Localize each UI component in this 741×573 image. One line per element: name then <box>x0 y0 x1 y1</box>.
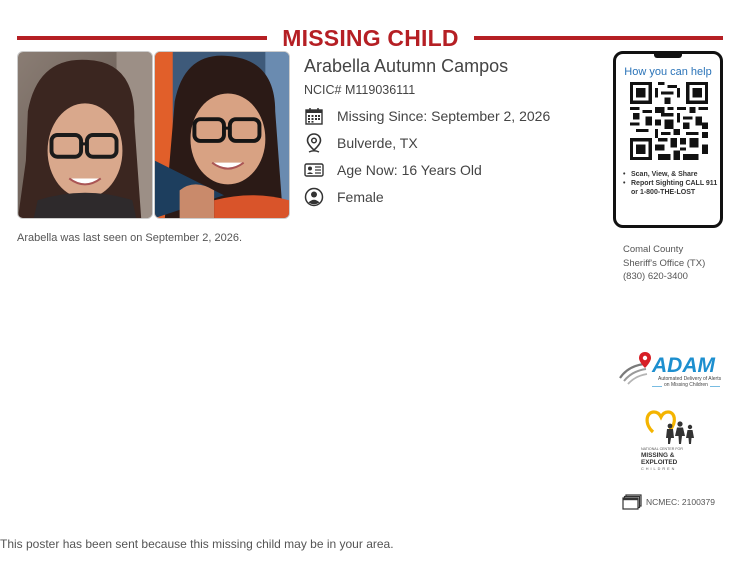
missing-since-row <box>304 106 550 126</box>
poster-footer-note: This poster has been sent because this missing child may be in your area. <box>0 537 394 551</box>
help-phone-card <box>613 51 723 228</box>
agency-contact <box>623 243 705 284</box>
svg-text:ADAM: ADAM <box>652 354 715 377</box>
location-text: Bulverde, TX <box>337 135 418 151</box>
id-card-icon <box>304 160 324 180</box>
sex-row <box>304 187 384 207</box>
agency-phone[interactable]: (830) 620-3400 <box>623 271 688 282</box>
svg-text:on Missing Children: on Missing Children <box>664 382 708 388</box>
help-item-report: • Report Sighting CALL 911 or 1-800-THE-LOST <box>621 179 721 197</box>
calendar-icon <box>304 106 324 126</box>
map-pin-icon <box>304 133 324 153</box>
missing-since-text: Missing Since: September 2, 2026 <box>337 108 551 124</box>
agency-line-2: Sheriff's Office (TX) <box>623 257 706 269</box>
child-name: Arabella Autumn Campos <box>304 56 509 76</box>
svg-text:NATIONAL CENTER FOR: NATIONAL CENTER FOR <box>641 447 683 451</box>
age-row <box>304 160 482 180</box>
sex-text: Female <box>337 189 384 205</box>
ncmec-case-text: NCMEC: 2100379 <box>646 497 715 507</box>
svg-text:Automated Delivery of Alerts: Automated Delivery of Alerts <box>658 376 722 382</box>
svg-text:CHILDREN: CHILDREN <box>641 467 677 471</box>
ncic-number: NCIC# M119036111 <box>304 83 416 97</box>
case-folder-icon <box>622 494 642 510</box>
agency-line-1: Comal County <box>623 244 684 255</box>
user-circle-icon <box>304 187 324 207</box>
ncmec-logo-icon <box>640 408 700 472</box>
header-rule-right <box>474 36 723 40</box>
last-seen-caption: Arabella was last seen on September 2, 2026. <box>17 232 243 244</box>
child-photo-2 <box>154 51 290 219</box>
qr-code-icon[interactable] <box>630 82 708 160</box>
ncmec-case-number <box>622 494 715 510</box>
svg-text:MISSING &: MISSING & <box>641 452 675 459</box>
help-list <box>621 170 721 197</box>
header-rule-left <box>17 36 267 40</box>
help-item-share: • Scan, View, & Share <box>621 170 721 179</box>
location-row <box>304 133 418 153</box>
phone-notch <box>654 54 682 58</box>
poster-title: MISSING CHILD <box>282 25 459 51</box>
adam-logo-icon <box>618 350 722 390</box>
child-photo-1 <box>17 51 153 219</box>
svg-text:EXPLOITED: EXPLOITED <box>641 459 678 466</box>
age-text: Age Now: 16 Years Old <box>337 162 482 178</box>
help-title: How you can help <box>624 66 712 78</box>
